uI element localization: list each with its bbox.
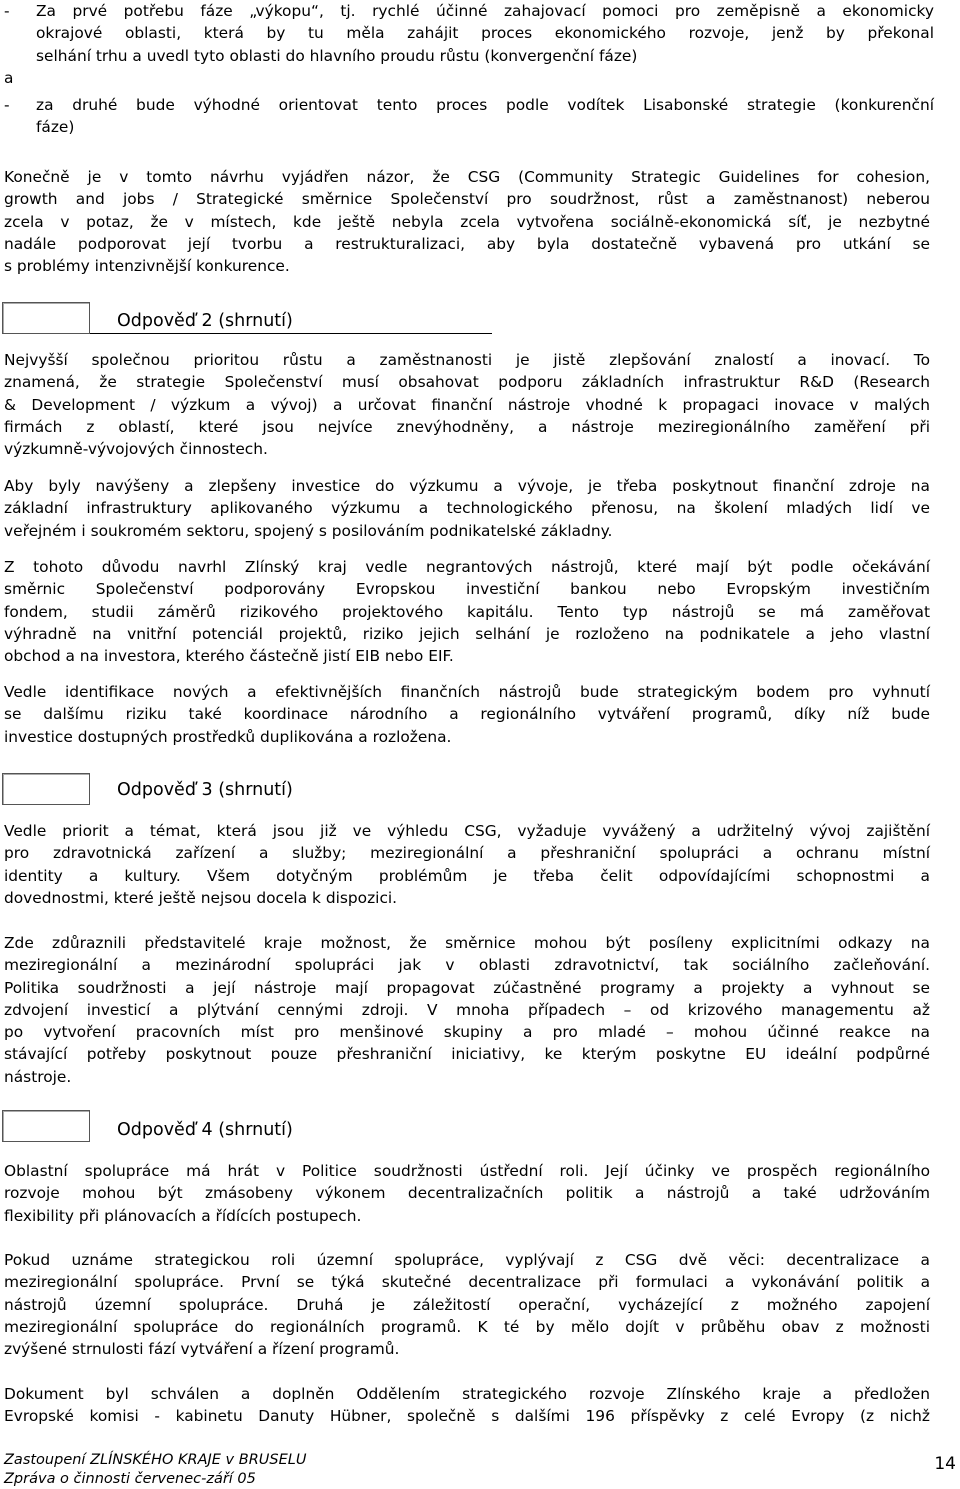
bullet-dash: -: [4, 2, 10, 20]
bullet-text: [36, 0, 934, 67]
text-line: Z tohoto důvodu navrhl Zlínský kraj vedle negrantových nástrojů, které mají být podle očekávání: [4, 558, 930, 576]
text-line: Politika soudržnosti a její nástroje mají propagovat zúčastněné programy a projekty a vyhnout se: [4, 978, 930, 997]
paragraph-s2-1: [4, 349, 930, 460]
bullet-connector: a: [4, 69, 14, 87]
section-heading-answer-2: Odpověď 2 (shrnutí): [117, 311, 293, 331]
text-line: fáze): [36, 118, 75, 137]
paragraph-s4-3: [4, 1383, 930, 1428]
text-line: Konečně je v tomto návrhu vyjádřen názor, že CSG (Community Strategic Guidelines for cohesion,: [4, 168, 930, 186]
text-line: meziregionální spolupráce. První se týká skutečné decentralizace při formulaci a vykonávání politik a: [4, 1273, 930, 1292]
text-line: se dalšímu riziku také koordinace národního a regionálního vytváření programů, díky níž bude: [4, 705, 930, 724]
text-line: po vytvoření pracovních míst pro menšinové skupiny a pro mladé – mohou účinné reakce na: [4, 1023, 930, 1042]
text-line: pro zdravotnická zařízení a služby; meziregionální a přeshraniční spolupráci a ochranu místní: [4, 844, 930, 863]
text-line: zcela v potaz, že v místech, kde ještě nebyla zcela vytvořena sociálně-ekonomická síť, je nezbytné: [4, 212, 930, 231]
heading-marker-box: [2, 773, 90, 805]
text-line: nástroje.: [4, 1067, 72, 1086]
text-line: zvýšené strnulosti fází vytváření a řízení programů.: [4, 1340, 400, 1359]
paragraph-s2-2: [4, 475, 930, 542]
text-line: Vedle priorit a témat, která jsou již ve výhledu CSG, vyžaduje vyvážený a udržitelný vývoj zajištění: [4, 822, 930, 840]
text-line: veřejném i soukromém sektoru, spojený s posilováním podnikatelské základny.: [4, 521, 613, 540]
paragraph-s4-2: [4, 1249, 930, 1360]
heading-marker-box: [2, 302, 90, 334]
text-line: nástrojů územní spolupráce. Druhá je záležitostí operační, vycházející z možného zapojení: [4, 1295, 930, 1314]
text-line: fondem, studii záměrů rizikového projektového kapitálu. Tento typ nástrojů se má zaměřovat: [4, 602, 930, 621]
text-line: rozvoje mohou být zmásobeny výkonem decentralizačních politik a nástrojů a také udržováním: [4, 1184, 930, 1203]
text-line: Za prvé potřebu fáze „výkopu“, tj. rychlé účinné zahajovací pomoci pro zeměpisně a ekonomicky: [36, 2, 934, 20]
text-line: investice dostupných prostředků duplikována a rozložena.: [4, 727, 452, 746]
section-heading-answer-4: Odpověď 4 (shrnutí): [117, 1120, 293, 1140]
text-line: flexibility při plánovacích a řídících postupech.: [4, 1206, 362, 1225]
text-line: Nejvyšší společnou prioritou růstu a zaměstnanosti je jistě zlepšování znalostí a inovací. To: [4, 351, 930, 369]
text-line: nadále podporovat její tvorbu a restrukturalizaci, aby byla dostatečně vybavená pro utkání se: [4, 234, 930, 253]
text-line: growth and jobs / Strategické směrnice Společenství pro soudržnost, růst a zaměstnanost) neberou: [4, 190, 930, 209]
text-line: Pokud uznáme strategickou roli územní spolupráce, vyplývají z CSG dvě věci: decentralizace a: [4, 1251, 930, 1269]
text-line: směrnic Společenství podporovány Evropskou investiční bankou nebo Evropským investičním: [4, 580, 930, 599]
text-line: Dokument byl schválen a doplněn Oddělením strategického rozvoje Zlínského kraje a předložen: [4, 1385, 930, 1403]
paragraph-s3-2: [4, 932, 930, 1088]
text-line: meziregionální spolupráce do regionálních programů. K té by mělo dojít v průběhu obav z možnosti: [4, 1317, 930, 1336]
paragraph-s4-1: [4, 1160, 930, 1227]
text-line: meziregionální a mezinárodní spolupráci jak v oblasti zdravotnictví, tak sociálního začleňování.: [4, 956, 930, 975]
heading-marker-box: [2, 1110, 90, 1142]
text-line: & Development / výzkum a vývoj) a určovat finanční nástroje vhodné k propagaci inovace v malých: [4, 395, 930, 414]
paragraph-s2-3: [4, 556, 930, 667]
section-heading-answer-3: Odpověď 3 (shrnutí): [117, 780, 293, 800]
text-line: za druhé bude výhodné orientovat tento proces podle vodítek Lisabonské strategie (konkurenční: [36, 96, 934, 114]
text-line: okrajové oblasti, která by tu měla zahájit proces ekonomického rozvoje, jenž by překonal: [36, 24, 934, 43]
text-line: identity a kultury. Všem dotyčným problémům je třeba čelit odpovídajícími schopnostmi a: [4, 866, 930, 885]
paragraph-csg-opinion: [4, 166, 930, 277]
text-line: Zde zdůraznili představitelé kraje možnost, že směrnice mohou být posíleny explicitními odkazy na: [4, 934, 930, 952]
text-line: Evropské komisi - kabinetu Danuty Hübner, společně s dalšími 196 příspěvky z celé Evropy (z nichž: [4, 1407, 930, 1426]
paragraph-s3-1: [4, 820, 930, 909]
text-line: znamená, že strategie Společenství musí obsahovat podporu základních infrastruktur R&D (Research: [4, 373, 930, 392]
page-number: 14: [934, 1454, 956, 1474]
paragraph-s2-4: [4, 681, 930, 748]
text-line: výhradně na vnitřní potenciál projektů, riziko jejich selhání je rozloženo na podnikatele a jeho vlastní: [4, 624, 930, 643]
text-line: zdvojení investicí a plýtvání cennými zdroji. V mnoha případech – od krizového managementu až: [4, 1000, 930, 1019]
text-line: Vedle identifikace nových a efektivnějších finančních nástrojů bude strategickým bodem pro vyhnutí: [4, 683, 930, 701]
text-line: Oblastní spolupráce má hrát v Politice soudržnosti ústřední roli. Její účinky ve prospěch regionálního: [4, 1162, 930, 1180]
text-line: stávající potřeby poskytnout pouze přeshraniční iniciativy, ke kterým poskytne EU ideální podpůrné: [4, 1045, 930, 1064]
text-line: obchod a na investora, kterého částečně jistí EIB nebo EIF.: [4, 647, 454, 666]
bullet-text: [36, 94, 934, 139]
bullet-dash: -: [4, 96, 10, 114]
text-line: výzkumně-vývojových činnostech.: [4, 440, 268, 459]
heading-underline: [90, 333, 492, 334]
text-line: s problémy intenzivnější konkurence.: [4, 257, 290, 276]
text-line: dovednostmi, které ještě nejsou docela k dispozici.: [4, 888, 398, 907]
text-line: Aby byly navýšeny a zlepšeny investice do výzkumu a vývoje, je třeba poskytnout finanční zdroje na: [4, 477, 930, 495]
text-line: firmách z oblastí, které jsou nejvíce znevýhodněny, a nástroje meziregionálního zaměření při: [4, 417, 930, 436]
footer-organization: Zastoupení ZLÍNSKÉHO KRAJE v BRUSELU: [4, 1452, 307, 1468]
text-line: selhání trhu a uvedl tyto oblasti do hlavního proudu růstu (konvergenční fáze): [36, 46, 638, 65]
footer-report-title: Zpráva o činnosti červenec-září 05: [4, 1471, 256, 1487]
text-line: základní infrastruktury aplikovaného výzkumu a technologického přenosu, na školení mladých lidí ve: [4, 499, 930, 518]
